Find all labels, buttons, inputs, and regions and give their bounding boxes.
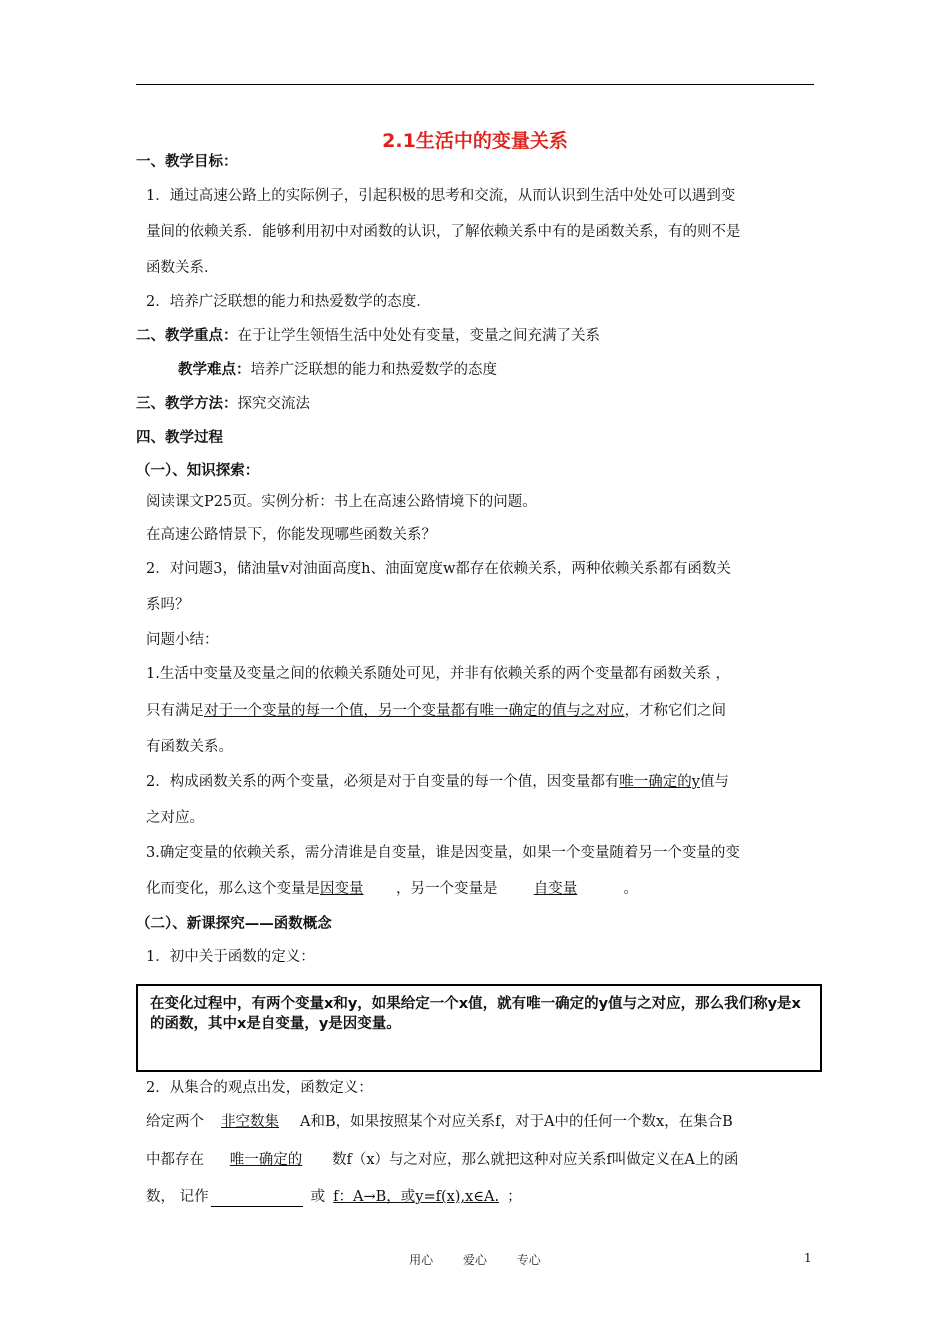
summary-2-text-b: 值与 xyxy=(699,774,729,790)
page-number: 1 xyxy=(804,1251,812,1265)
summary-3-text-c: 。 xyxy=(623,881,638,897)
summary-2-line-2: 之对应。 xyxy=(146,810,204,826)
set-definition-intro: 2．从集合的观点出发，函数定义： xyxy=(146,1080,373,1096)
junior-definition-intro: 1．初中关于函数的定义： xyxy=(146,949,315,965)
nonempty-set-answer: 非空数集 xyxy=(221,1114,279,1130)
goal-1-line-2: 量间的依赖关系．能够利用初中对函数的认识，了解依赖关系中有的是函数关系，有的则不是 xyxy=(146,224,741,240)
set-def-text-d: 数f（x）与之对应，那么就把这种对应关系f叫做定义在A上的函 xyxy=(332,1152,739,1168)
goal-1-line-1: 1．通过高速公路上的实际例子，引起积极的思考和交流，从而认识到生活中处处可以遇到变 xyxy=(146,188,736,204)
summary-3-line-1: 3.确定变量的依赖关系，需分清谁是自变量，谁是因变量，如果一个变量随着另一个变量的变 xyxy=(146,845,740,861)
key-points-label: 二、教学重点： xyxy=(136,328,238,344)
dependent-variable-answer: 因变量 xyxy=(320,881,364,897)
part-2-heading: （二）、新课探究——函数概念 xyxy=(136,916,332,932)
teaching-difficulty xyxy=(178,360,497,380)
summary-1-underlined: 对于一个变量的每一个值，另一个变量都有唯一确定的值与之对应 xyxy=(204,703,625,719)
goal-1-line-3: 函数关系． xyxy=(146,260,219,276)
method-label: 三、教学方法： xyxy=(136,396,238,412)
key-points-text: 在于让学生领悟生活中处处有变量，变量之间充满了关系 xyxy=(237,328,600,344)
set-def-text-c: 中都存在 xyxy=(146,1152,204,1168)
notation-blank xyxy=(211,1190,303,1207)
page-footer: 用心 爱心 专心 xyxy=(409,1253,541,1267)
summary-3-text-a: 化而变化，那么这个变量是 xyxy=(146,881,320,897)
set-definition-line-3 xyxy=(146,1187,522,1207)
summary-title: 问题小结： xyxy=(146,632,219,648)
difficulty-label: 教学难点： xyxy=(178,362,251,378)
highway-question: 在高速公路情景下，你能发现哪些函数关系？ xyxy=(146,527,436,543)
question-2-line-1: 2．对问题3，储油量v对油面高度h、油面宽度w都存在依赖关系，两种依赖关系都有函数关 xyxy=(146,561,731,577)
function-notation-answer: f：A→B，或y=f(x),x∈A. xyxy=(333,1189,500,1205)
header-rule xyxy=(136,84,814,85)
definition-box xyxy=(136,984,822,1072)
summary-3-text-b: ，另一个变量是 xyxy=(396,881,498,897)
section-key-points xyxy=(136,326,600,346)
set-def-text-g: ； xyxy=(507,1189,522,1205)
summary-2-underlined: 唯一确定的y xyxy=(619,774,700,790)
set-definition-line-2 xyxy=(146,1150,738,1170)
set-def-text-b: A和B，如果按照某个对应关系f，对于A中的任何一个数x，在集合B xyxy=(300,1114,733,1130)
summary-3-line-2 xyxy=(146,879,638,899)
method-text: 探究交流法 xyxy=(237,396,310,412)
unique-value-answer: 唯一确定的 xyxy=(229,1152,303,1168)
section-teaching-method xyxy=(136,394,310,414)
difficulty-text: 培养广泛联想的能力和热爱数学的态度 xyxy=(250,362,497,378)
reading-task: 阅读课文P25页。实例分析：书上在高速公路情境下的问题。 xyxy=(146,494,537,510)
set-def-text-e: 数， 记作 xyxy=(146,1189,209,1205)
independent-variable-answer: 自变量 xyxy=(533,881,578,897)
definition-box-text: 在变化过程中，有两个变量x和y，如果给定一个x值，就有唯一确定的y值与之对应，那么我们称y是x的函数，其中x是自变量，y是因变量。 xyxy=(150,996,801,1032)
summary-1-text-a: 只有满足 xyxy=(146,703,204,719)
question-2-line-2: 系吗？ xyxy=(146,597,190,613)
set-def-text-a: 给定两个 xyxy=(146,1114,204,1130)
summary-1-line-3: 有函数关系。 xyxy=(146,739,233,755)
part-1-heading: （一）、知识探索： xyxy=(136,463,260,479)
section-teaching-process: 四、教学过程 xyxy=(136,430,223,446)
summary-1-line-2 xyxy=(146,701,726,721)
section-teaching-goals: 一、教学目标： xyxy=(136,154,238,170)
summary-2-text-a: 2．构成函数关系的两个变量，必须是对于自变量的每一个值，因变量都有 xyxy=(146,774,620,790)
goal-2: 2．培养广泛联想的能力和热爱数学的态度． xyxy=(146,294,431,310)
document-title: 2.1生活中的变量关系 xyxy=(382,130,568,152)
set-def-text-f: 或 xyxy=(310,1189,326,1205)
summary-2-line-1 xyxy=(146,772,729,792)
summary-1-line-1: 1.生活中变量及变量之间的依赖关系随处可见，并非有依赖关系的两个变量都有函数关系 ， xyxy=(146,666,730,682)
set-definition-line-1 xyxy=(146,1112,733,1132)
summary-1-text-b: ，才称它们之间 xyxy=(624,703,726,719)
